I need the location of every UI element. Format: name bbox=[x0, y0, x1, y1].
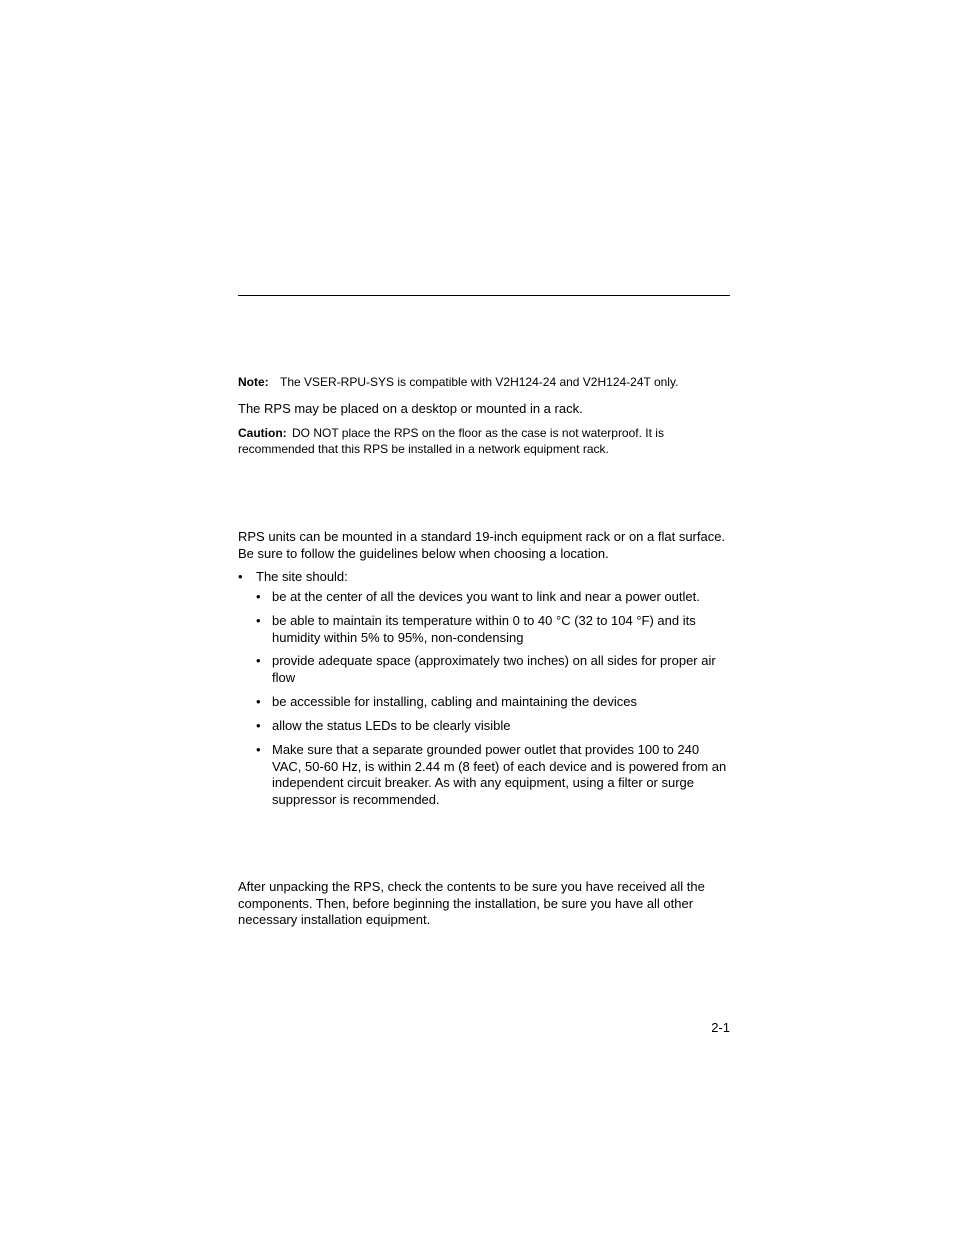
chapter-header-rule bbox=[238, 295, 730, 296]
bullet-icon: • bbox=[256, 613, 261, 628]
site-list-heading: The site should: bbox=[256, 569, 348, 584]
list-item-text: provide adequate space (approximately two inches) on all sides for proper air flow bbox=[272, 653, 716, 685]
site-intro-paragraph: RPS units can be mounted in a standard 19-inch equipment rack or on a flat surface. Be sure to follow the guidelines below when choosing a location. bbox=[238, 529, 726, 561]
list-item-text: allow the status LEDs to be clearly visible bbox=[272, 718, 511, 733]
note-text: The VSER-RPU-SYS is compatible with V2H124-24 and V2H124-24T only. bbox=[280, 375, 679, 389]
bullet-icon: • bbox=[256, 694, 261, 709]
caution-text: DO NOT place the RPS on the floor as the case is not waterproof. It is recommended that this RPS be installed in a network equipment rack. bbox=[238, 426, 664, 456]
unpacking-paragraph: After unpacking the RPS, check the contents to be sure you have received all the components. Then, before beginning the installation, be sure you have all other necessary installation equipment. bbox=[238, 879, 705, 927]
compatibility-note bbox=[238, 374, 730, 390]
bullet-icon: • bbox=[256, 742, 261, 757]
bullet-icon: • bbox=[238, 569, 243, 584]
list-item-text: be able to maintain its temperature within 0 to 40 °C (32 to 104 °F) and its humidity within 5% to 95%, non-condensing bbox=[272, 613, 696, 645]
placement-paragraph: The RPS may be placed on a desktop or mounted in a rack. bbox=[238, 401, 583, 416]
bullet-icon: • bbox=[256, 653, 261, 668]
note-label: Note: bbox=[238, 375, 269, 389]
list-item-text: Make sure that a separate grounded power outlet that provides 100 to 240 VAC, 50-60 Hz, is within 2.44 m (8 feet) of each device and is powered from an independent circuit breaker. As with any equipment, using a filter or surge suppressor is recommended. bbox=[272, 742, 727, 807]
bullet-icon: • bbox=[256, 718, 261, 733]
caution-note bbox=[238, 425, 730, 457]
list-item-text: be at the center of all the devices you want to link and near a power outlet. bbox=[272, 589, 700, 604]
bullet-icon: • bbox=[256, 589, 261, 604]
caution-label: Caution: bbox=[238, 426, 287, 440]
list-item-text: be accessible for installing, cabling and maintaining the devices bbox=[272, 694, 637, 709]
page-number: 2-1 bbox=[711, 1020, 730, 1035]
